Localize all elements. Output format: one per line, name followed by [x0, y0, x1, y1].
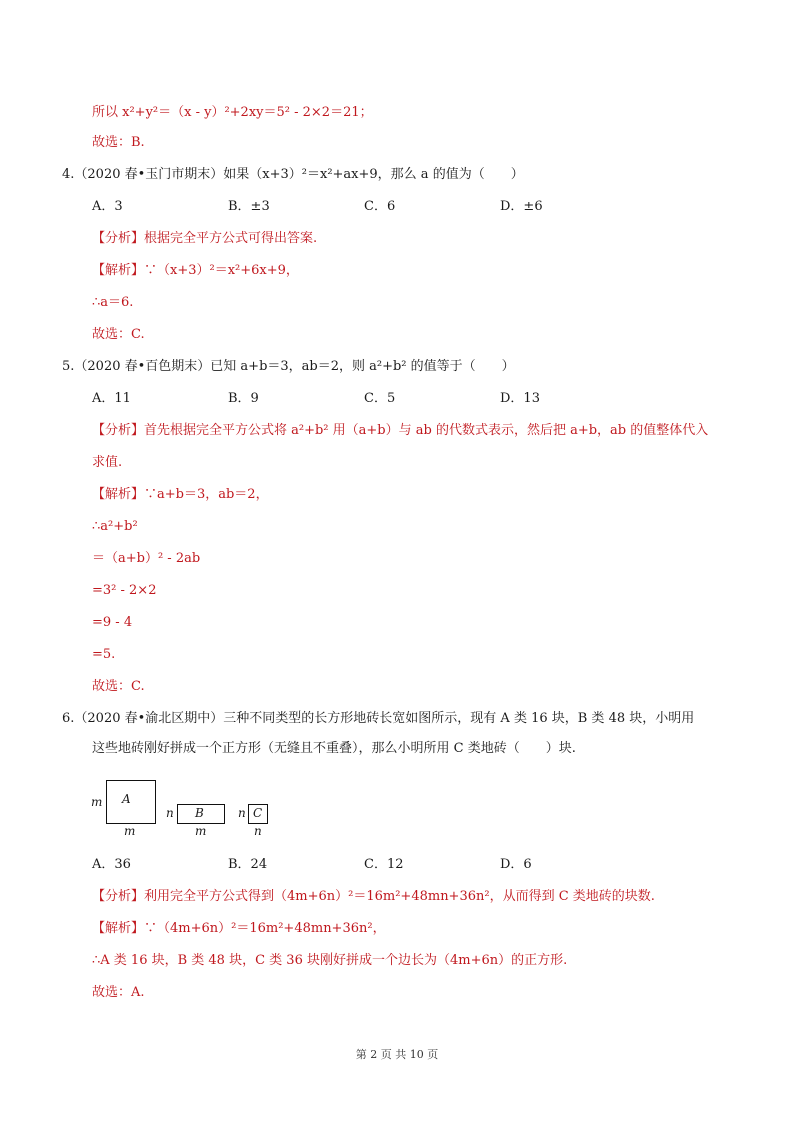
q5-option-d: D．13 — [500, 391, 540, 406]
q6-analysis: 【分析】利用完全平方公式得到（4m+6n）²＝16m²+48mn+36n²，从而得到 C 类地砖的块数. — [92, 889, 655, 904]
tile-b-label: B — [195, 806, 204, 820]
prev-answer-line: 故选：B. — [92, 135, 145, 150]
page-footer: 第 2 页 共 10 页 — [355, 1048, 439, 1061]
q4-stem: 4.（2020 春•玉门市期末）如果（x+3）²＝x²+ax+9，那么 a 的值为（ ） — [62, 167, 524, 182]
q4-option-b: B．±3 — [228, 199, 270, 214]
tile-c-side: n — [238, 806, 246, 820]
q5-solution-line: 【解析】∵a+b＝3，ab＝2， — [92, 487, 269, 502]
tile-a-bottom: m — [124, 824, 136, 838]
q6-option-d: D．6 — [500, 857, 532, 872]
q4-option-d: D．±6 — [500, 199, 543, 214]
q6-stem: 这些地砖刚好拼成一个正方形（无缝且不重叠），那么小明所用 C 类地砖（ ）块. — [92, 741, 576, 756]
q5-stem: 5.（2020 春•百色期末）已知 a+b＝3，ab＝2，则 a²+b² 的值等于（ ） — [62, 359, 515, 374]
q6-option-a: A．36 — [92, 857, 131, 872]
q5-solution-line: =5. — [92, 647, 116, 662]
q4-answer: 故选：C. — [92, 327, 145, 342]
q5-analysis: 【分析】首先根据完全平方公式将 a²+b² 用（a+b）与 ab 的代数式表示，然后把 a+b，ab 的值整体代入 — [92, 423, 709, 438]
q5-option-a: A．11 — [92, 391, 131, 406]
q5-option-b: B．9 — [228, 391, 259, 406]
q6-solution-line: 【解析】∵（4m+6n）²＝16m²+48mn+36n²， — [92, 921, 386, 936]
q4-solution-line: 【解析】∵（x+3）²＝x²+6x+9， — [92, 263, 299, 278]
q5-solution-line: =9 - 4 — [92, 615, 133, 630]
q6-option-b: B．24 — [228, 857, 268, 872]
tile-b-side: n — [166, 806, 174, 820]
q5-solution-line: ＝（a+b）² - 2ab — [92, 551, 201, 566]
q6-solution-line: ∴A 类 16 块，B 类 48 块，C 类 36 块刚好拼成一个边长为（4m+6n）的正方形. — [92, 953, 568, 968]
q6-option-c: C．12 — [364, 857, 404, 872]
tile-c-bottom: n — [254, 824, 262, 838]
tile-a-label: A — [122, 792, 131, 806]
q4-solution-line: ∴a＝6. — [92, 295, 134, 310]
q5-solution-line: =3² - 2×2 — [92, 583, 157, 598]
tile-a-side: m — [91, 795, 103, 809]
tile-b-bottom: m — [195, 824, 207, 838]
q4-option-a: A．3 — [92, 199, 123, 214]
tile-c-label: C — [253, 806, 263, 820]
q5-answer: 故选：C. — [92, 679, 145, 694]
q5-solution-line: ∴a²+b² — [92, 519, 138, 534]
q4-analysis: 【分析】根据完全平方公式可得出答案. — [92, 231, 318, 246]
q5-option-c: C．5 — [364, 391, 396, 406]
q6-answer: 故选：A. — [92, 985, 145, 1000]
q4-option-c: C．6 — [364, 199, 396, 214]
tile-a — [106, 780, 156, 824]
q6-stem: 6.（2020 春•渝北区期中）三种不同类型的长方形地砖长宽如图所示，现有 A 类 16 块，B 类 48 块，小明用 — [62, 711, 695, 726]
prev-solution-line: 所以 x²+y²＝（x - y）²+2xy＝5² - 2×2＝21； — [92, 105, 373, 120]
q5-analysis: 求值. — [92, 455, 123, 470]
